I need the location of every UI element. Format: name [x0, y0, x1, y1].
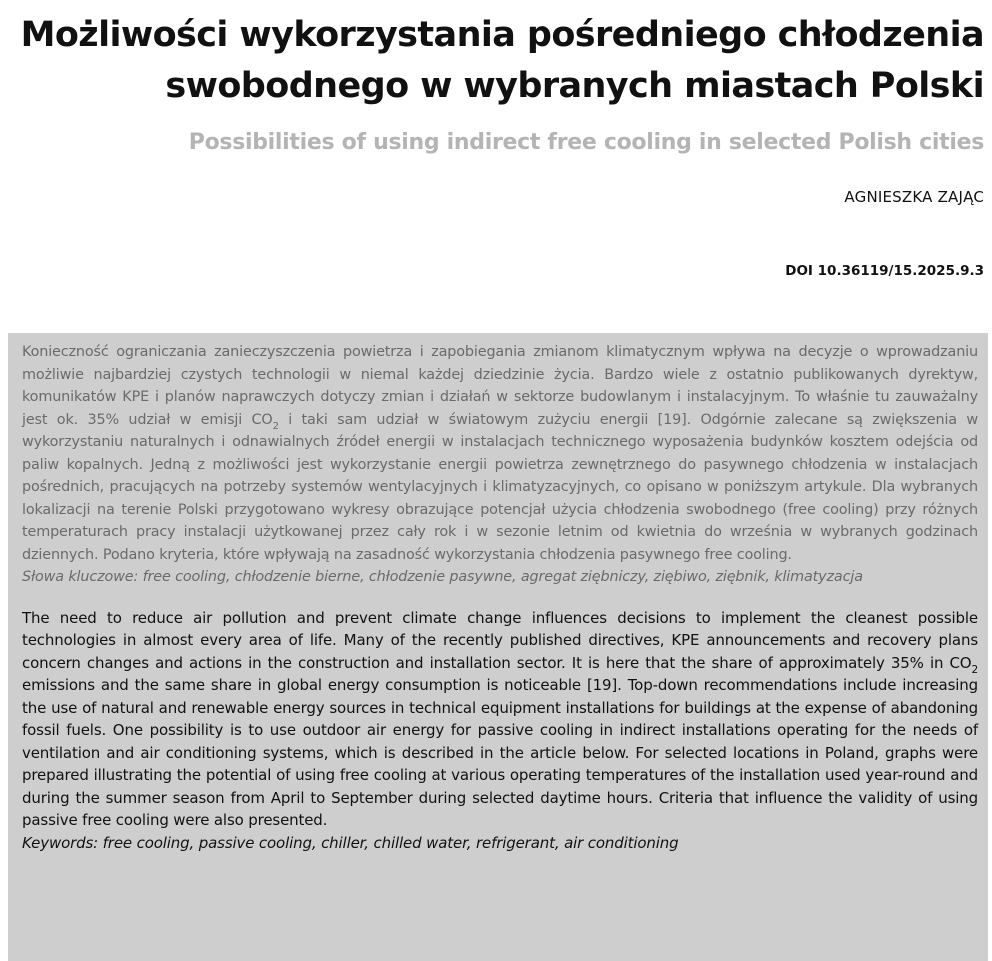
abstract-polish-text-2: i taki sam udział w światowym zużyciu energii [19]. Odgórnie zalecane są zwiększenia w wykorzystaniu naturalnych i odnawialnych źródeł energii w instalacjach technicznego wyposażenia budynków kosztem odejścia od paliw kopalnych. Jedną z możliwości jest wykorzystanie energii powietrza zewnętrznego do pasywnego chłodzenia w instalacjach pośrednich, pracujących na potrzeby systemów wentylacyjnych i klimatyzacyjnych, co opisano w poniższym artykule. Dla wybranych lokalizacji na terenie Polski przygotowano wykresy obrazujące potencjał użycia chłodzenia swobodnego (free cooling) przy różnych temperaturach pracy instalacji użytkowanej przez cały rok i w sezonie letnim od kwietnia do września w wybranych godzinach dziennych. Podano kryteria, które wpływają na zasadność wykorzystania chłodzenia pasywnego free cooling. [22, 411, 978, 563]
co2-subscript: 2 [272, 420, 279, 432]
title-line-1: Możliwości wykorzystania pośredniego chłodzenia [20, 15, 984, 55]
abstract-panel [8, 333, 988, 961]
abstract-english-text-2: emissions and the same share in global energy consumption is noticeable [19]. Top-down recommendations include increasing the use of natural and renewable energy sources in technical equipment installations for buildings at the expense of abandoning fossil fuels. One possibility is to use outdoor air energy for passive cooling in indirect installations operating for the needs of ventilation and air conditioning systems, which is described in the article below. For selected locations in Poland, graphs were prepared illustrating the potential of using free cooling at various operating temperatures of the installation used year-round and during the summer season from April to September during selected daytime hours. Criteria that influence the validity of using passive free cooling were also presented. [22, 676, 978, 829]
author-name: AGNIESZKA ZAJĄC [844, 188, 984, 206]
title-line-2: swobodnego w wybranych miastach Polski [165, 66, 984, 106]
abstract-english [22, 607, 978, 855]
abstract-english-text-1: The need to reduce air pollution and prevent climate change influences decisions to implement the cleanest possible technologies in almost every area of life. Many of the recently published directives, KPE announcements and recovery plans concern changes and actions in the construction and installation sector. It is here that the share of approximately 35% in CO [22, 608, 978, 672]
keywords-english: Keywords: free cooling, passive cooling, chiller, chilled water, refrigerant, air conditioning [22, 833, 679, 852]
keywords-polish: Słowa kluczowe: free cooling, chłodzenie bierne, chłodzenie pasywne, agregat ziębniczy, ziębiwo, ziębnik, klimatyzacja [22, 569, 863, 585]
doi-label: DOI 10.36119/15.2025.9.3 [785, 263, 984, 279]
abstract-polish [22, 341, 978, 589]
english-subtitle: Possibilities of using indirect free cooling in selected Polish cities [188, 130, 984, 155]
abstract-polish-text-1: Konieczność ograniczania zanieczyszczenia powietrza i zapobiegania zmianom klimatycznym wpływa na decyzje o wprowadzaniu możliwie najbardziej czystych technologii w niemal każdej dziedzinie życia. Bardzo wiele z ostatnio publikowanych dyrektyw, komunikatów KPE i planów naprawczych dotyczy zmian i działań w sektorze budowlanym i instalacyjnym. To właśnie tu zauważalny jest ok. 35% udział w emisji CO [22, 344, 978, 428]
article-title [4, 10, 984, 112]
co2-subscript: 2 [971, 663, 978, 676]
